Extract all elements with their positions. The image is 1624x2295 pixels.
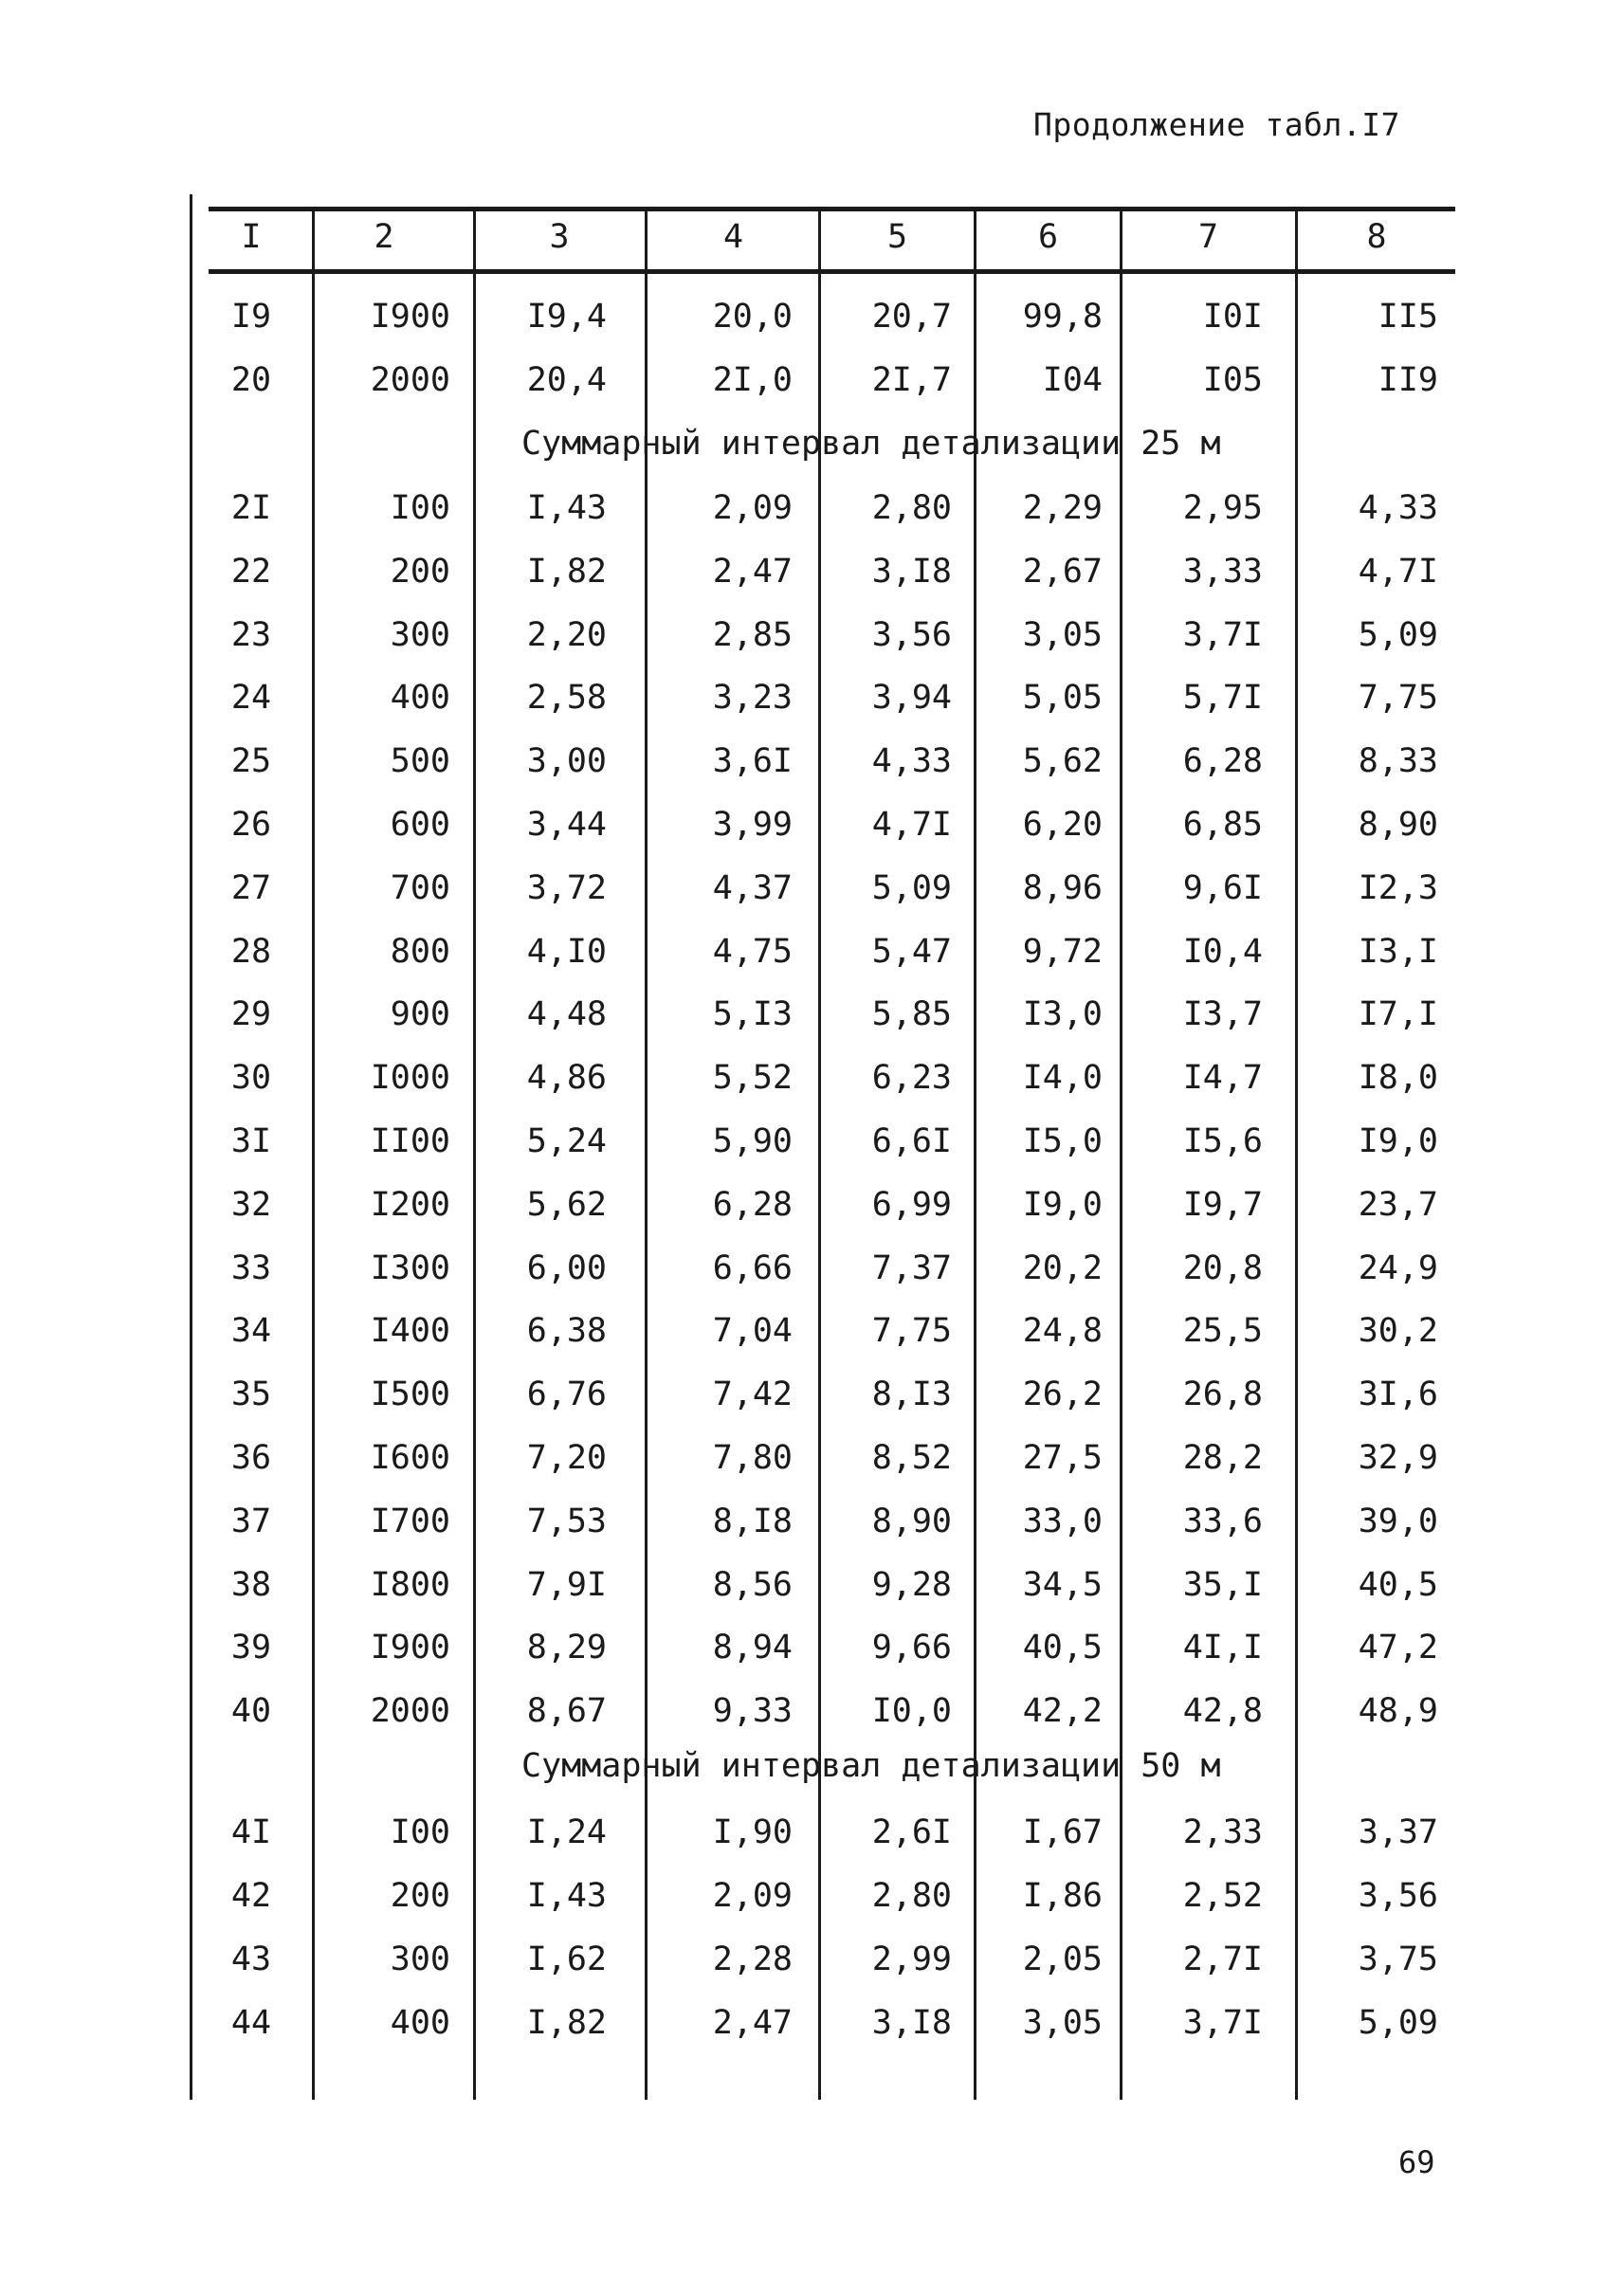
table-cell: 36 [230, 1439, 272, 1477]
table-cell: 2I [230, 489, 272, 527]
table-cell: 2,99 [871, 1940, 952, 1978]
col-divider-5 [974, 210, 976, 2100]
table-cell: 2,09 [712, 489, 793, 527]
table-cell: 4,86 [526, 1059, 607, 1098]
table-cell: I0I [1202, 298, 1263, 336]
table-cell: 2000 [370, 1692, 450, 1731]
table-cell: I9,7 [1182, 1185, 1263, 1224]
table-cell: 5,09 [1358, 615, 1438, 654]
table-cell: 28 [230, 932, 272, 971]
table-cell: I00 [390, 1813, 450, 1851]
table-cell: 27,5 [1022, 1439, 1103, 1477]
table-cell: 3,7I [1182, 2004, 1263, 2042]
table-cell: 44 [230, 2004, 272, 2042]
table-cell: 34 [230, 1312, 272, 1351]
table-cell: 4,33 [871, 742, 952, 781]
table-cell: 6,6I [871, 1122, 952, 1160]
table-cell: I00 [390, 489, 450, 527]
table-cell: I4,0 [1022, 1059, 1103, 1098]
table-cell: 8,94 [712, 1629, 793, 1667]
table-cell: 9,66 [871, 1629, 952, 1667]
header-cell: 2 [374, 218, 394, 256]
table-cell: I,24 [526, 1813, 607, 1851]
table-cell: 6,00 [526, 1248, 607, 1287]
table-cell: I900 [370, 1629, 450, 1667]
table-cell: 2,52 [1182, 1877, 1263, 1915]
table-cell: I4,7 [1182, 1059, 1263, 1098]
table-cell: 2,67 [1022, 552, 1103, 591]
table-cell: 3,05 [1022, 615, 1103, 654]
table-cell: 3I,6 [1358, 1375, 1438, 1414]
table-cell: 33,0 [1022, 1502, 1103, 1540]
table-cell: 7,80 [712, 1439, 793, 1477]
table-cell: I,82 [526, 2004, 607, 2042]
table-cell: 2,09 [712, 1877, 793, 1915]
table-cell: 99,8 [1022, 298, 1103, 336]
table-cell: I5,6 [1182, 1122, 1263, 1160]
table-cell: 2,47 [712, 552, 793, 591]
header-cell: 6 [1037, 218, 1059, 256]
table-cell: I3,I [1358, 932, 1438, 971]
table-cell: 23 [230, 615, 272, 654]
header-cell: 4 [722, 218, 744, 256]
table-cell: 3,33 [1182, 552, 1263, 591]
table-cell: 6,99 [871, 1185, 952, 1224]
table-cell: 2,20 [526, 615, 607, 654]
table-cell: 5,47 [871, 932, 952, 971]
table-cell: 38 [230, 1565, 272, 1604]
table-cell: 32,9 [1358, 1439, 1438, 1477]
table-cell: I300 [370, 1248, 450, 1287]
header-cell: 8 [1366, 218, 1387, 256]
table-caption: Продолжение табл.I7 [1033, 106, 1400, 143]
table-cell: 35,I [1182, 1565, 1263, 1604]
table-cell: 2,58 [526, 679, 607, 718]
col-divider-4 [818, 210, 821, 2100]
table-cell: 7,42 [712, 1375, 793, 1414]
table-cell: 6,76 [526, 1375, 607, 1414]
col-divider-2 [473, 210, 476, 2100]
table-cell: 5,24 [526, 1122, 607, 1160]
table-cell: 4,I0 [526, 932, 607, 971]
table-cell: 6,28 [712, 1185, 793, 1224]
table-cell: I,67 [1022, 1813, 1103, 1851]
table-cell: 4I [230, 1813, 272, 1851]
table-cell: 26,2 [1022, 1375, 1103, 1414]
table-cell: 5,05 [1022, 679, 1103, 718]
table-cell: II5 [1378, 298, 1438, 336]
table-cell: 42,8 [1182, 1692, 1263, 1731]
header-bottom-rule [209, 269, 1455, 274]
table-cell: 43 [230, 1940, 272, 1978]
table-cell: 39,0 [1358, 1502, 1438, 1540]
table-cell: 9,33 [712, 1692, 793, 1731]
header-cell: I [241, 218, 262, 256]
table-cell: I05 [1202, 361, 1263, 399]
table-cell: 5,09 [871, 868, 952, 907]
table-cell: I,43 [526, 489, 607, 527]
table-cell: 3,56 [871, 615, 952, 654]
table-cell: 25 [230, 742, 272, 781]
table-cell: 5,09 [1358, 2004, 1438, 2042]
table-cell: 400 [390, 679, 450, 718]
table-cell: I3,0 [1022, 995, 1103, 1034]
table-cell: 7,20 [526, 1439, 607, 1477]
table-cell: 20,8 [1182, 1248, 1263, 1287]
col-divider-3 [645, 210, 648, 2100]
table-cell: 26 [230, 806, 272, 844]
page-number: 69 [1398, 2144, 1435, 2180]
table-cell: 39 [230, 1629, 272, 1667]
header-cell: 5 [886, 218, 908, 256]
table-cell: I9,4 [526, 298, 607, 336]
table-cell: 700 [390, 868, 450, 907]
table-cell: 3,I8 [871, 552, 952, 591]
section-heading: Суммарный интервал детализации 25 м [521, 425, 1221, 463]
table-cell: 3,7I [1182, 615, 1263, 654]
table-cell: 3,94 [871, 679, 952, 718]
table-cell: I500 [370, 1375, 450, 1414]
table-cell: 40,5 [1022, 1629, 1103, 1667]
table-cell: I7,I [1358, 995, 1438, 1034]
table-cell: 8,67 [526, 1692, 607, 1731]
table-cell: 300 [390, 615, 450, 654]
table-cell: 3,05 [1022, 2004, 1103, 2042]
table-cell: 4,7I [1358, 552, 1438, 591]
table-cell: 33 [230, 1248, 272, 1287]
table-cell: 2,05 [1022, 1940, 1103, 1978]
table-cell: 5,52 [712, 1059, 793, 1098]
table-cell: 3,72 [526, 868, 607, 907]
table-left-border [190, 194, 192, 2100]
table-cell: 2,33 [1182, 1813, 1263, 1851]
table-cell: 20 [230, 361, 272, 399]
table-cell: 3,56 [1358, 1877, 1438, 1915]
table-cell: 7,53 [526, 1502, 607, 1540]
table-cell: I9 [230, 298, 272, 336]
table-cell: 2I,7 [871, 361, 952, 399]
table-cell: 24 [230, 679, 272, 718]
table-cell: 2,28 [712, 1940, 793, 1978]
table-cell: 37 [230, 1502, 272, 1540]
table-cell: 2,47 [712, 2004, 793, 2042]
table-cell: I04 [1042, 361, 1103, 399]
table-cell: I8,0 [1358, 1059, 1438, 1098]
table-cell: I000 [370, 1059, 450, 1098]
section-heading: Суммарный интервал детализации 50 м [521, 1747, 1221, 1785]
table-cell: 2I,0 [712, 361, 793, 399]
table-cell: 400 [390, 2004, 450, 2042]
table-cell: 40,5 [1358, 1565, 1438, 1604]
table-cell: 33,6 [1182, 1502, 1263, 1540]
table-cell: 8,I3 [871, 1375, 952, 1414]
table-cell: 7,9I [526, 1565, 607, 1604]
table-cell: I800 [370, 1565, 450, 1604]
table-cell: 30,2 [1358, 1312, 1438, 1351]
table-cell: I,43 [526, 1877, 607, 1915]
table-cell: 2,7I [1182, 1940, 1263, 1978]
table-cell: I600 [370, 1439, 450, 1477]
table-cell: 30 [230, 1059, 272, 1098]
table-cell: 4,33 [1358, 489, 1438, 527]
table-cell: 800 [390, 932, 450, 971]
table-cell: 3,I8 [871, 2004, 952, 2042]
table-cell: 4,37 [712, 868, 793, 907]
table-cell: 5,7I [1182, 679, 1263, 718]
table-cell: 20,0 [712, 298, 793, 336]
table-cell: 4,75 [712, 932, 793, 971]
table-cell: 5,I3 [712, 995, 793, 1034]
table-cell: I,90 [712, 1813, 793, 1851]
table-cell: 27 [230, 868, 272, 907]
table-cell: 3,00 [526, 742, 607, 781]
table-cell: 900 [390, 995, 450, 1034]
table-cell: 200 [390, 552, 450, 591]
table-cell: 8,90 [1358, 806, 1438, 844]
table-cell: 9,6I [1182, 868, 1263, 907]
table-cell: II9 [1378, 361, 1438, 399]
table-cell: 200 [390, 1877, 450, 1915]
table-cell: I2,3 [1358, 868, 1438, 907]
table-cell: 4I,I [1182, 1629, 1263, 1667]
table-cell: 8,29 [526, 1629, 607, 1667]
table-top-rule [209, 207, 1455, 211]
table-cell: 3I [230, 1122, 272, 1160]
table-cell: 42 [230, 1877, 272, 1915]
table-cell: 20,2 [1022, 1248, 1103, 1287]
table-cell: 300 [390, 1940, 450, 1978]
table-cell: 24,9 [1358, 1248, 1438, 1287]
table-cell: 8,56 [712, 1565, 793, 1604]
table-cell: I0,0 [871, 1692, 952, 1731]
table-cell: 35 [230, 1375, 272, 1414]
table-cell: 2,95 [1182, 489, 1263, 527]
table-cell: 4,7I [871, 806, 952, 844]
table-cell: 2,80 [871, 489, 952, 527]
table-cell: 600 [390, 806, 450, 844]
table-cell: 7,75 [871, 1312, 952, 1351]
table-cell: 34,5 [1022, 1565, 1103, 1604]
table-cell: I,86 [1022, 1877, 1103, 1915]
table-cell: I700 [370, 1502, 450, 1540]
table-cell: 3,75 [1358, 1940, 1438, 1978]
table-cell: 6,20 [1022, 806, 1103, 844]
col-divider-1 [312, 210, 315, 2100]
table-cell: I200 [370, 1185, 450, 1224]
table-cell: 4,48 [526, 995, 607, 1034]
table-cell: I400 [370, 1312, 450, 1351]
table-cell: 2000 [370, 361, 450, 399]
header-cell: 3 [549, 218, 570, 256]
table-cell: 7,37 [871, 1248, 952, 1287]
table-cell: 5,62 [1022, 742, 1103, 781]
table-cell: 5,90 [712, 1122, 793, 1160]
table-cell: 48,9 [1358, 1692, 1438, 1731]
table-cell: 26,8 [1182, 1375, 1263, 1414]
table-cell: 5,62 [526, 1185, 607, 1224]
table-cell: 3,37 [1358, 1813, 1438, 1851]
table-cell: I3,7 [1182, 995, 1263, 1034]
table-cell: I900 [370, 298, 450, 336]
header-cell: 7 [1197, 218, 1219, 256]
table-cell: 20,4 [526, 361, 607, 399]
table-cell: 40 [230, 1692, 272, 1731]
table-cell: 7,04 [712, 1312, 793, 1351]
table-cell: I5,0 [1022, 1122, 1103, 1160]
table-cell: 2,80 [871, 1877, 952, 1915]
table-cell: 32 [230, 1185, 272, 1224]
table-cell: 7,75 [1358, 679, 1438, 718]
col-divider-7 [1295, 210, 1298, 2100]
table-cell: I0,4 [1182, 932, 1263, 971]
table-cell: 20,7 [871, 298, 952, 336]
table-cell: 8,33 [1358, 742, 1438, 781]
table-cell: 23,7 [1358, 1185, 1438, 1224]
table-cell: 2,29 [1022, 489, 1103, 527]
col-divider-6 [1120, 210, 1122, 2100]
table-cell: 6,85 [1182, 806, 1263, 844]
table-cell: 28,2 [1182, 1439, 1263, 1477]
table-cell: 2,85 [712, 615, 793, 654]
table-cell: 8,96 [1022, 868, 1103, 907]
table-cell: 6,23 [871, 1059, 952, 1098]
table-cell: 6,66 [712, 1248, 793, 1287]
table-cell: 25,5 [1182, 1312, 1263, 1351]
table-cell: 3,99 [712, 806, 793, 844]
table-cell: 29 [230, 995, 272, 1034]
table-cell: 2,6I [871, 1813, 952, 1851]
table-cell: 47,2 [1358, 1629, 1438, 1667]
table-cell: I9,0 [1358, 1122, 1438, 1160]
table-cell: 3,44 [526, 806, 607, 844]
table-cell: 9,28 [871, 1565, 952, 1604]
table-cell: 42,2 [1022, 1692, 1103, 1731]
table-cell: 500 [390, 742, 450, 781]
table-cell: 3,6I [712, 742, 793, 781]
table-cell: I9,0 [1022, 1185, 1103, 1224]
table-cell: II00 [370, 1122, 450, 1160]
table-cell: 6,38 [526, 1312, 607, 1351]
table-cell: 8,90 [871, 1502, 952, 1540]
table-cell: 6,28 [1182, 742, 1263, 781]
table-cell: 24,8 [1022, 1312, 1103, 1351]
table-cell: 3,23 [712, 679, 793, 718]
table-cell: 8,52 [871, 1439, 952, 1477]
table-cell: 9,72 [1022, 932, 1103, 971]
table-cell: 22 [230, 552, 272, 591]
table-cell: I,82 [526, 552, 607, 591]
table-cell: 5,85 [871, 995, 952, 1034]
table-cell: 8,I8 [712, 1502, 793, 1540]
table-cell: I,62 [526, 1940, 607, 1978]
